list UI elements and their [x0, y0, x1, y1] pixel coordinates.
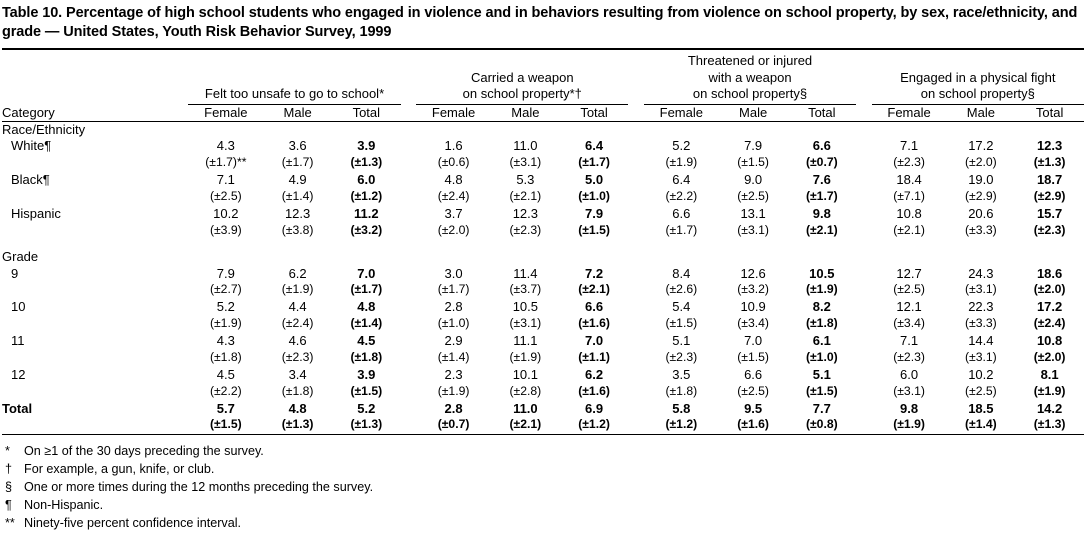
cell-ci: (±2.5) — [737, 189, 769, 204]
cell-value: 5.2 — [672, 138, 691, 154]
cell-value: 3.6 — [288, 138, 307, 154]
cell-ci: (±2.4) — [281, 316, 314, 331]
group-header-unsafe-line1: Felt too unsafe to go to school* — [204, 85, 385, 101]
cell-ci: (±2.5) — [893, 282, 925, 297]
cell-value: 7.0 — [744, 333, 763, 349]
cell-ci: (±3.1) — [964, 349, 997, 364]
cell-ci: (±1.7) — [281, 155, 314, 170]
cell-value: 8.1 — [1040, 366, 1059, 382]
subheader-total-4: Total — [1035, 104, 1064, 120]
cell-value: 6.9 — [585, 400, 604, 416]
cell-value: 3.0 — [444, 265, 463, 281]
cell-ci: (±2.3) — [281, 349, 314, 364]
cell-value: 4.5 — [357, 333, 376, 349]
cell-ci: (±1.2) — [350, 189, 383, 204]
cell-ci: (±1.7)** — [205, 155, 247, 170]
cell-value: 2.8 — [444, 400, 463, 416]
row-label-total: Total — [2, 400, 33, 416]
cell-value: 5.4 — [672, 299, 691, 315]
cell-ci: (±1.9) — [1033, 383, 1066, 398]
cell-value: 10.9 — [740, 299, 766, 315]
cell-value: 5.0 — [585, 172, 604, 188]
cell-value: 4.9 — [288, 172, 307, 188]
subheader-female-2: Female — [431, 104, 476, 120]
footnote-item — [2, 515, 1086, 533]
cell-ci: (±1.7) — [437, 282, 470, 297]
section-gap — [2, 240, 1084, 249]
cell-ci: (±1.7) — [350, 282, 383, 297]
cell-value: 9.8 — [812, 205, 831, 221]
cell-ci: (±1.8) — [350, 349, 383, 364]
cell-value: 9.0 — [744, 172, 763, 188]
table-title: Table 10. Percentage of high school students who engaged in violence and in behaviors resulting from violence on school property, by sex, race/ethnicity, and grade — United States, Youth Risk Behavior Survey, 1999 — [2, 5, 1078, 41]
footnote-mark: ** — [5, 515, 15, 530]
cell-value: 18.4 — [896, 172, 922, 188]
cell-value: 17.2 — [968, 138, 994, 154]
cell-ci: (±1.9) — [893, 417, 925, 432]
cell-value: 1.6 — [444, 138, 463, 154]
cell-value: 10.8 — [1036, 333, 1063, 349]
cell-ci: (±3.1) — [964, 282, 997, 297]
cell-ci: (±3.1) — [509, 155, 542, 170]
cell-value: 7.9 — [744, 138, 763, 154]
footnote-item — [2, 461, 1086, 479]
row-label-grade-12: 12 — [11, 366, 26, 382]
cell-ci: (±3.7) — [509, 282, 542, 297]
cell-value: 5.1 — [672, 333, 691, 349]
subheader-male-4: Male — [966, 104, 995, 120]
cell-value: 7.7 — [812, 400, 831, 416]
cell-value: 5.3 — [516, 172, 535, 188]
cell-value: 10.5 — [512, 299, 539, 315]
cell-value: 10.8 — [896, 205, 922, 221]
cell-value: 10.2 — [968, 366, 994, 382]
cell-value: 7.6 — [812, 172, 831, 188]
cell-ci: (±2.9) — [1033, 189, 1066, 204]
cell-ci: (±0.8) — [805, 417, 838, 432]
cell-value: 6.0 — [357, 172, 376, 188]
footnote-mark: ¶ — [5, 497, 12, 512]
cell-value: 18.7 — [1036, 172, 1063, 188]
cell-value: 10.2 — [213, 205, 239, 221]
group-header-weapon — [416, 53, 628, 102]
group-header-threatened-line2: with a weapon — [708, 69, 792, 85]
cell-ci: (±3.1) — [893, 383, 925, 398]
cell-ci: (±2.3) — [893, 155, 925, 170]
cell-value: 22.3 — [968, 299, 994, 315]
group-header-row — [2, 53, 1084, 102]
cell-value: 12.3 — [284, 205, 311, 221]
cell-ci: (±2.1) — [805, 222, 838, 237]
cell-value: 6.4 — [585, 138, 604, 154]
table-row — [2, 138, 1084, 155]
subheader-female-4: Female — [887, 104, 931, 120]
subheader-male-3: Male — [739, 104, 768, 120]
cell-value: 11.1 — [513, 333, 538, 349]
cell-value: 15.7 — [1036, 205, 1063, 221]
cell-value: 18.6 — [1036, 265, 1063, 281]
table-row — [2, 367, 1084, 384]
cell-value: 4.8 — [444, 172, 463, 188]
cell-value: 6.0 — [900, 366, 919, 382]
footnote-mark: * — [5, 444, 10, 459]
cell-ci: (±2.8) — [509, 383, 542, 398]
cell-value: 6.6 — [744, 366, 763, 382]
cell-ci: (±2.7) — [209, 282, 242, 297]
cell-value: 3.4 — [288, 366, 307, 382]
row-label-grade-10: 10 — [11, 299, 26, 315]
row-label-grade-11: 11 — [11, 333, 25, 349]
cell-ci: (±2.0) — [964, 155, 997, 170]
cell-ci: (±1.1) — [578, 349, 610, 364]
cell-ci: (±2.1) — [893, 222, 925, 237]
cell-ci: (±2.0) — [1033, 282, 1066, 297]
total-row-ci — [2, 417, 1084, 434]
cell-value: 2.8 — [444, 299, 463, 315]
cell-value: 4.6 — [288, 333, 307, 349]
subheader-row — [2, 104, 1084, 120]
subheader-male-2: Male — [511, 104, 540, 120]
footnote-item — [2, 443, 1086, 461]
cell-ci: (±1.9) — [209, 316, 242, 331]
cell-ci: (±1.2) — [665, 417, 698, 432]
category-header: Category — [2, 104, 55, 120]
cell-ci: (±1.9) — [281, 282, 314, 297]
cell-ci: (±1.9) — [509, 349, 542, 364]
cell-ci: (±1.7) — [805, 189, 838, 204]
cell-value: 7.9 — [585, 205, 604, 221]
cell-ci: (±2.3) — [665, 349, 698, 364]
cell-ci: (±1.7) — [665, 222, 698, 237]
cell-ci: (±2.5) — [964, 383, 997, 398]
cell-value: 11.2 — [354, 205, 379, 221]
cell-value: 5.2 — [216, 299, 235, 315]
table-row-ci — [2, 189, 1084, 206]
cell-value: 14.2 — [1036, 400, 1063, 416]
group-header-fight-line2: on school property§ — [920, 85, 1035, 101]
section-header-row — [2, 121, 1084, 138]
cell-value: 6.2 — [585, 366, 604, 382]
cell-value: 6.6 — [672, 205, 691, 221]
cell-ci: (±2.0) — [437, 222, 470, 237]
cell-ci: (±1.8) — [281, 383, 314, 398]
cell-ci: (±2.9) — [964, 189, 997, 204]
table-row — [2, 333, 1084, 350]
cell-ci: (±1.9) — [805, 282, 838, 297]
cell-value: 4.8 — [357, 299, 376, 315]
cell-value: 6.1 — [812, 333, 831, 349]
cell-ci: (±2.1) — [509, 189, 542, 204]
cell-ci: (±0.6) — [437, 155, 470, 170]
group-header-weapon-line1: Carried a weapon — [470, 69, 574, 85]
cell-value: 9.8 — [900, 400, 919, 416]
rule-bottom — [2, 435, 1084, 439]
cell-ci: (±2.2) — [665, 189, 698, 204]
footnote-text: One or more times during the 12 months preceding the survey. — [24, 480, 374, 495]
cell-value: 12.3 — [1036, 138, 1063, 154]
cell-ci: (±3.3) — [964, 222, 997, 237]
cell-ci: (±2.6) — [665, 282, 698, 297]
group-header-weapon-line2: on school property*† — [462, 85, 582, 101]
cell-ci: (±1.0) — [437, 316, 470, 331]
cell-value: 6.6 — [585, 299, 604, 315]
row-label-black: Black¶ — [11, 172, 50, 188]
subheader-total-2: Total — [580, 104, 608, 120]
subheader-total-1: Total — [352, 104, 381, 120]
section-header-row — [2, 249, 1084, 266]
cell-ci: (±1.8) — [209, 349, 242, 364]
cell-value: 7.2 — [585, 265, 604, 281]
cell-value: 4.5 — [216, 366, 235, 382]
table-row-ci — [2, 155, 1084, 172]
footnotes — [2, 443, 1086, 532]
cell-ci: (±1.4) — [281, 189, 314, 204]
cell-ci: (±2.0) — [1033, 349, 1066, 364]
cell-value: 12.6 — [740, 265, 766, 281]
cell-ci: (±1.3) — [350, 417, 383, 432]
cell-value: 7.9 — [216, 265, 235, 281]
table-row — [2, 299, 1084, 316]
total-row — [2, 401, 1084, 418]
table-row-ci — [2, 223, 1084, 240]
section-label-grade: Grade — [2, 248, 39, 264]
cell-ci: (±1.4) — [350, 316, 383, 331]
cell-ci: (±3.4) — [893, 316, 925, 331]
footnote-mark: † — [5, 462, 13, 477]
cell-ci: (±1.2) — [578, 417, 610, 432]
cell-ci: (±2.5) — [737, 383, 769, 398]
cell-value: 6.4 — [672, 172, 691, 188]
cell-value: 5.2 — [357, 400, 376, 416]
cell-ci: (±3.2) — [737, 282, 769, 297]
cell-value: 2.9 — [444, 333, 463, 349]
cell-value: 12.1 — [896, 299, 922, 315]
cell-ci: (±2.1) — [509, 417, 542, 432]
cell-value: 5.8 — [672, 400, 691, 416]
table-row — [2, 266, 1084, 283]
cell-value: 14.4 — [968, 333, 994, 349]
table-row-ci — [2, 350, 1084, 367]
cell-ci: (±1.5) — [737, 349, 769, 364]
cell-value: 4.8 — [288, 400, 307, 416]
cell-ci: (±2.1) — [578, 282, 610, 297]
cell-value: 19.0 — [968, 172, 994, 188]
cell-value: 12.7 — [896, 265, 922, 281]
row-label-hispanic: Hispanic — [11, 205, 61, 221]
cell-value: 11.0 — [513, 138, 538, 154]
cell-ci: (±1.5) — [578, 222, 610, 237]
cell-ci: (±1.5) — [350, 383, 383, 398]
footnote-item — [2, 479, 1086, 497]
cell-value: 3.9 — [357, 138, 376, 154]
cell-value: 6.2 — [288, 265, 307, 281]
cell-ci: (±1.0) — [805, 349, 838, 364]
cell-ci: (±2.4) — [1033, 316, 1066, 331]
cell-value: 20.6 — [968, 205, 994, 221]
cell-value: 24.3 — [968, 265, 994, 281]
cell-value: 17.2 — [1036, 299, 1063, 315]
cell-value: 13.1 — [740, 205, 766, 221]
cell-value: 11.4 — [513, 265, 538, 281]
cell-ci: (±1.9) — [437, 383, 470, 398]
cell-value: 7.0 — [585, 333, 604, 349]
cell-ci: (±1.3) — [1033, 417, 1066, 432]
footnote-item — [2, 497, 1086, 515]
cell-value: 7.1 — [900, 333, 919, 349]
footnote-text: Non-Hispanic. — [24, 497, 104, 512]
cell-ci: (±2.4) — [437, 189, 470, 204]
table-row-ci — [2, 316, 1084, 333]
cell-value: 4.4 — [288, 299, 307, 315]
cell-ci: (±2.3) — [1033, 222, 1066, 237]
table-row — [2, 172, 1084, 189]
data-table — [2, 48, 1084, 438]
subheader-female-3: Female — [659, 104, 703, 120]
group-header-threatened-line1: Threatened or injured — [687, 53, 813, 69]
cell-value: 8.2 — [812, 299, 831, 315]
cell-ci: (±3.3) — [964, 316, 997, 331]
cell-value: 7.0 — [357, 265, 376, 281]
cell-ci: (±1.6) — [737, 417, 769, 432]
cell-ci: (±1.7) — [578, 155, 610, 170]
cell-value: 11.0 — [513, 400, 538, 416]
cell-ci: (±1.5) — [209, 417, 242, 432]
cell-ci: (±2.5) — [209, 189, 242, 204]
row-label-white: White¶ — [11, 138, 52, 154]
footnote-mark: § — [5, 480, 13, 495]
cell-value: 5.1 — [812, 366, 831, 382]
cell-ci: (±1.3) — [281, 417, 314, 432]
cell-ci: (±1.5) — [805, 383, 838, 398]
cell-ci: (±1.3) — [350, 155, 383, 170]
footnote-text: Ninety-five percent confidence interval. — [24, 515, 242, 530]
cell-ci: (±3.8) — [281, 222, 314, 237]
cell-value: 3.7 — [444, 205, 463, 221]
cell-ci: (±3.1) — [737, 222, 769, 237]
row-label-grade-9: 9 — [11, 265, 19, 281]
cell-ci: (±3.9) — [209, 222, 242, 237]
group-header-unsafe — [188, 53, 400, 102]
cell-ci: (±3.4) — [737, 316, 769, 331]
subheader-total-3: Total — [808, 104, 836, 120]
group-header-threatened-line3: on school property§ — [692, 85, 808, 101]
cell-ci: (±7.1) — [893, 189, 925, 204]
cell-value: 10.1 — [512, 366, 539, 382]
subheader-female-1: Female — [204, 104, 248, 120]
cell-ci: (±0.7) — [805, 155, 838, 170]
cell-value: 9.5 — [744, 400, 763, 416]
table-row — [2, 206, 1084, 223]
cell-value: 7.1 — [900, 138, 919, 154]
cell-value: 4.3 — [216, 138, 235, 154]
cell-ci: (±1.0) — [578, 189, 610, 204]
cell-ci: (±1.9) — [665, 155, 698, 170]
cell-ci: (±1.5) — [737, 155, 769, 170]
group-header-fight — [872, 53, 1084, 102]
cell-value: 4.3 — [216, 333, 235, 349]
cell-ci: (±2.3) — [509, 222, 542, 237]
group-header-fight-line1: Engaged in a physical fight — [900, 69, 1056, 85]
cell-ci: (±2.3) — [893, 349, 925, 364]
cell-ci: (±1.8) — [805, 316, 838, 331]
group-header-threatened — [644, 53, 856, 102]
cell-ci: (±3.2) — [350, 222, 383, 237]
cell-ci: (±1.8) — [665, 383, 698, 398]
section-label-race: Race/Ethnicity — [2, 121, 86, 137]
cell-value: 8.4 — [672, 265, 691, 281]
cell-ci: (±1.6) — [578, 383, 610, 398]
cell-value: 6.6 — [812, 138, 831, 154]
table-row-ci — [2, 282, 1084, 299]
cell-ci: (±3.1) — [509, 316, 542, 331]
cell-value: 2.3 — [444, 366, 463, 382]
cell-ci: (±1.6) — [578, 316, 610, 331]
cell-ci: (±0.7) — [437, 417, 470, 432]
cell-value: 18.5 — [968, 400, 994, 416]
subheader-male-1: Male — [283, 104, 312, 120]
cell-value: 10.5 — [809, 265, 835, 281]
cell-value: 5.7 — [216, 400, 235, 416]
cell-ci: (±1.3) — [1033, 155, 1066, 170]
cell-ci: (±1.4) — [437, 349, 470, 364]
footnote-text: For example, a gun, knife, or club. — [24, 462, 215, 477]
table-row-ci — [2, 384, 1084, 401]
cell-ci: (±1.4) — [964, 417, 997, 432]
cell-ci: (±2.2) — [209, 383, 242, 398]
cell-ci: (±1.5) — [665, 316, 698, 331]
footnote-text: On ≥1 of the 30 days preceding the survey. — [24, 444, 264, 459]
cell-value: 12.3 — [512, 205, 539, 221]
cell-value: 3.5 — [672, 366, 691, 382]
cell-value: 7.1 — [216, 172, 235, 188]
cell-value: 3.9 — [357, 366, 376, 382]
